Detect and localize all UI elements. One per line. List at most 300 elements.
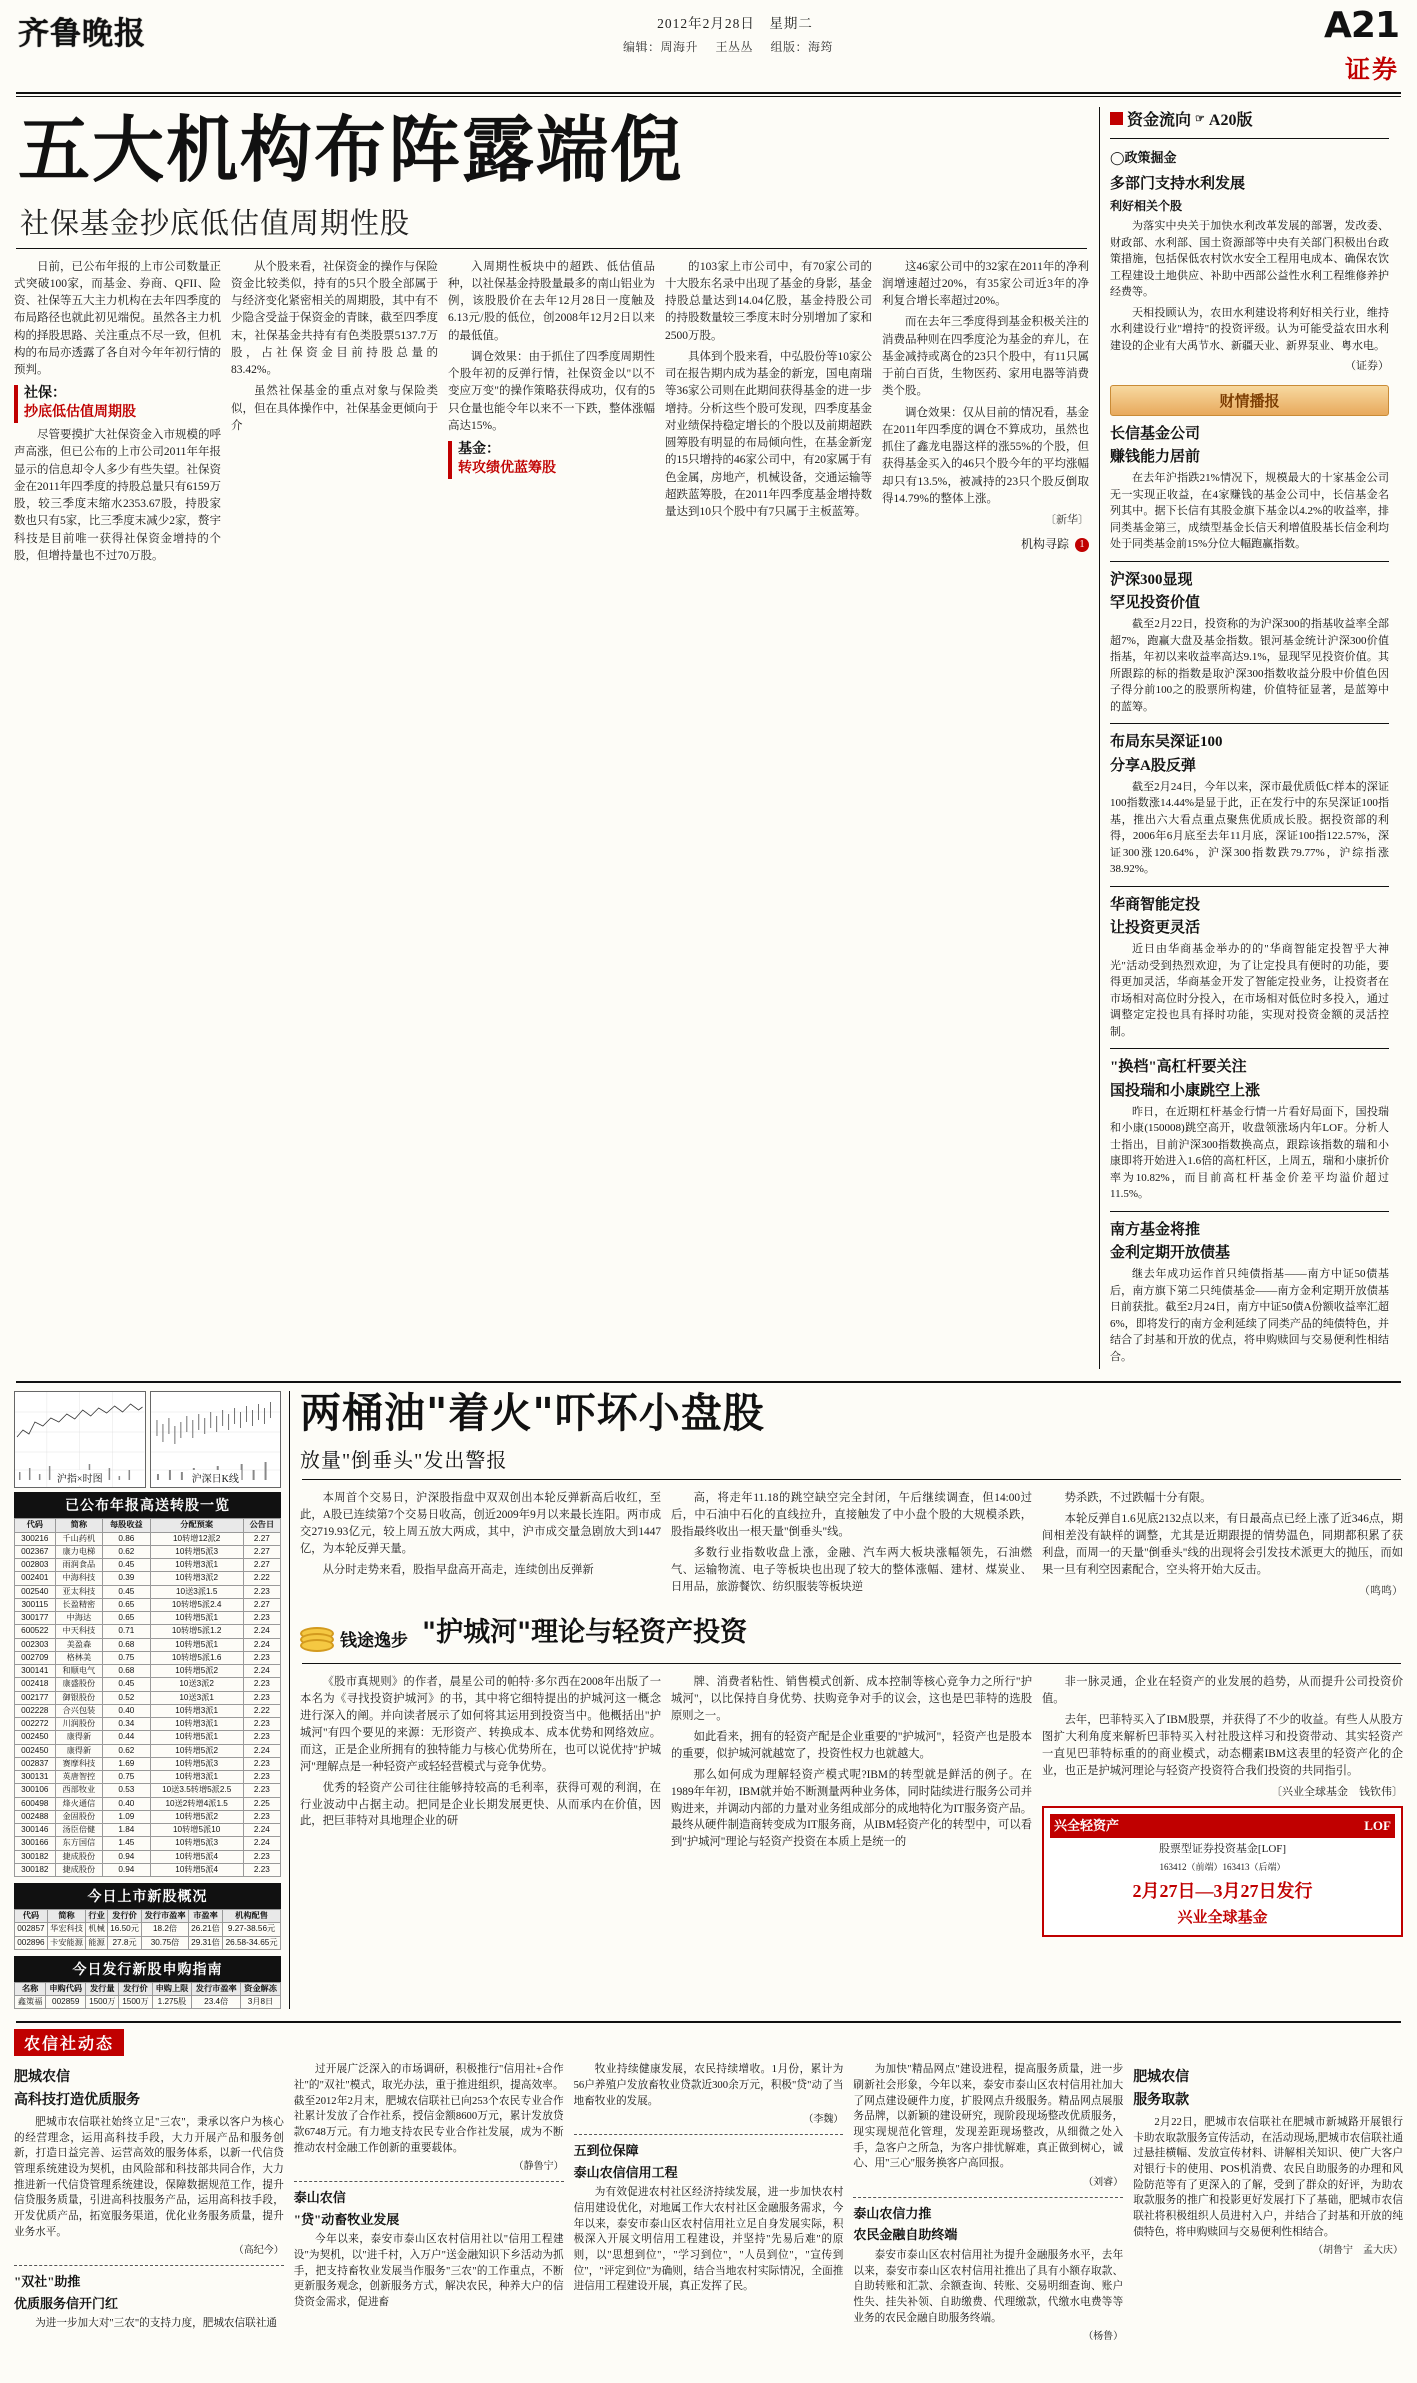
lead-col-1 [14,259,221,570]
table-cell: 赛摩科技 [55,1757,102,1770]
table-cell: 1.275股 [152,1996,192,2009]
table-cell: 和顺电气 [55,1665,102,1678]
divider [1110,723,1389,724]
paragraph: 的103家上市公司中，有70家公司的十大股东名录中出现了基金的身影，基金持股总量达到14.04亿股，基金持股公司的持股数量较三季度末时分别增加了家和2500万股。 [665,260,872,342]
paragraph: 从个股来看，社保资金的操作与保险资金比较类似，持有的5只个股全部属于与经济变化紧密相关的周期股，其中有不少隐含受益于保资金的青睐，截至四季度末，社保基金共持有有色类股票5137.7万股，占社保资金目前持股总量的83.42%。 [231,260,438,377]
col-header: 代码 [15,1910,48,1923]
table-cell: 3月8日 [241,1996,281,2009]
col-header: 发行市盈率 [142,1910,189,1923]
table-cell: 金固股份 [55,1810,102,1823]
mid-divider [16,1381,1401,1383]
col-header: 分配预案 [150,1519,243,1532]
bottom-headline-1d: 优质服务信开门红 [14,2295,119,2311]
fund-flow-banner[interactable]: 资金流向 ☞ A20版 [1110,107,1389,130]
right-subhead-1: 利好相关个股 [1110,199,1183,214]
table-cell: 2.23 [243,1784,280,1797]
right-body-5 [1110,941,1389,1040]
paragraph: 在去年沪指跌21%情况下，规模最大的十家基金公司无一实现正收益，在4家赚钱的基金公司中，长信基金名列其中。据下长信有其股金旗下基金以4.2%的收益率，排同类基金第三，成绩型基金长信天利增值股基长信金利均处于同类基金前15%分位大幅跑赢指数。 [1110,472,1389,551]
table-cell: 1500万 [86,1996,119,2009]
table-cell: 002488 [15,1810,56,1823]
table-cell: 2.23 [243,1651,280,1664]
paragraph: 近日由华商基金举办的的"华商智能定投智乎大神光"活动受到热烈欢迎，为了让定投具有便时的功能，要得更加灵活，华商基金开发了智能定投业务，让投资者在市场相对高位时分投入，在市场相对低位时多投入，通过调整定定投也具有择时功能，实现对投资金额的灵活控制。 [1110,943,1389,1038]
paragraph: 优秀的轻资产公司往往能够持较高的毛利率，获得可观的利润，在行业波动中占据主动。把同是企业长期发展更快、从而承内在价值，因此，把巨菲特对具地理企业的研 [300,1781,661,1828]
table-cell: 002837 [15,1757,56,1770]
col-header: 发行量 [86,1982,119,1995]
table-cell: 0.62 [103,1744,150,1757]
right-body-4 [1110,779,1389,878]
table-cell: 300146 [15,1824,56,1837]
lead-tagline [882,535,1089,553]
table-cell: 东方国信 [55,1837,102,1850]
table-cell: 26.58-34.65元 [223,1936,281,1949]
ad-fund-type: LOF [1364,1818,1391,1834]
bottom-headline-1b: 高科技打造优质服务 [14,2093,140,2109]
right-source-1: （证券） [1345,360,1389,373]
divider [1110,1048,1389,1049]
table-cell: 0.65 [103,1612,150,1625]
mid-section [14,1391,1403,2009]
table-row [15,1771,281,1784]
paragraph: 高，将走年11.18的跳空缺空完全封闭，午后继续调查，但14:00过后，中石油中石化的直线拉升，直接触发了中小盘个股的大规模杀跌，股指最终收出一根天量"倒垂头"线。 [671,1492,1032,1539]
fund-advertisement[interactable] [1042,1806,1403,1937]
table-cell: 300177 [15,1612,56,1625]
table-cell: 16.50元 [107,1923,141,1936]
paragraph: 《股市真规则》的作者，晨星公司的帕特·多尔西在2008年出版了一本名为《寻找投资护城河》的书，其中将它细特提出的护城河这一概念进行深入的阐。并向读者展示了如何将其运用到投资当中。他概括出"护城河"有四个要见的来源：无形资产、转换成本、成本优势和网络效应。而这，正是企业所拥有的独特能力与核心优势所在，也可以说优持"护城河"理解点是一种轻资产或轻轻营模式与竞争优势。 [300,1675,661,1773]
paragraph: 为落实中央关于加快水利改革发展的部署，发改委、财政部、水利部、国土资源部等中央有关部门积极出台政策措施，包括保低农村饮水安全工程用电成本、确保农饮工程建设土地供应、补助中西部公益性水利工程维修养护经费等。 [1110,220,1389,299]
moat-col-1 [300,1674,661,1937]
table-row [15,1665,281,1678]
table-cell: 002228 [15,1704,56,1717]
label-jijin-line1: 基金： [458,442,500,458]
table-cell: 2.24 [243,1744,280,1757]
main-content [14,107,1403,1369]
col-header: 机构配售 [223,1910,281,1923]
bottom-source-3: （李魏） [803,2114,844,2126]
table-row [15,1545,281,1558]
oil-col-3 [1042,1490,1403,1600]
table-cell: 御银股份 [55,1691,102,1704]
table-cell: 捷成股份 [55,1863,102,1876]
right-headline-6b: 国投瑞和小康跳空上涨 [1110,1082,1261,1099]
table-cell: 10转增5派3 [150,1545,243,1558]
col-header: 发行价 [119,1982,152,1995]
tagline-number-icon: 1 [1075,538,1089,552]
right-body-3 [1110,616,1389,715]
table-cell: 0.86 [103,1532,150,1545]
table-cell: 2.24 [243,1638,280,1651]
table-cell: 10转增5派3 [150,1837,243,1850]
masthead-rule [16,92,1401,94]
table-cell: 0.53 [103,1784,150,1797]
paragraph: 为有效促进农村社区经济持续发展，进一步加快农村信用建设优化，对地属工作大农村社区金融服务需求，今年以来，泰安市泰山区农村信用社立足自身发展实际，积极深入开展文明信用工程建设，并坚持"先易后难"的原则，以"思想到位"，"学习到位"，"人员到位"，"宣传到位"，"评定到位"为确则，结合当地农村实际情况，全面推进信用工程建设开展，真正发挥了民。 [573,2187,844,2293]
right-headline-4b: 分享A股反弹 [1110,757,1196,774]
table-row [15,1691,281,1704]
table-cell: 0.75 [103,1651,150,1664]
paragraph: 入周期性板块中的超跌、低估值品种，以社保基金持股量最多的南山铝业为例，该股股价在去年12月28日一度触及6.13元/股的低位，创2008年12月2日以来的最低值。 [448,260,655,342]
table-cell: 300182 [15,1863,56,1876]
table-row [15,1731,281,1744]
col-header: 行业 [86,1910,108,1923]
table-row [15,1744,281,1757]
table-cell: 中海科技 [55,1572,102,1585]
paragraph: 非一脉灵通，企业在轻资产的业发展的趋势，从而提升公司投资价值。 [1042,1675,1403,1705]
table-row [15,1784,281,1797]
oil-source: （鸣鸣） [1359,1585,1403,1598]
table-cell: 0.94 [103,1850,150,1863]
table-row [15,1625,281,1638]
table-cell: 600522 [15,1625,56,1638]
ad-company: 兴业全球基金 [1177,1909,1268,1926]
table-cell: 2.23 [243,1678,280,1691]
table-cell: 002450 [15,1731,56,1744]
table-cell: 2.23 [243,1810,280,1823]
table-cell: 千山药机 [55,1532,102,1545]
col-header: 发行价 [107,1910,141,1923]
table-cell: 002272 [15,1718,56,1731]
right-headline-7: 南方基金将推 [1110,1221,1201,1238]
table-cell: 27.8元 [107,1936,141,1949]
table-cell: 长盈精密 [55,1598,102,1611]
paragraph: 为进一步加大对"三农"的支持力度，肥城农信联社通 [35,2318,277,2330]
lead-col-4 [665,259,872,570]
table-cell: 华宏科技 [47,1923,85,1936]
moat-col-2 [671,1674,1032,1937]
table-row [15,1923,281,1936]
table-cell: 10转增5派2 [150,1744,243,1757]
table-cell: 2.27 [243,1598,280,1611]
col-header: 简称 [47,1910,85,1923]
table-cell: 美盈森 [55,1638,102,1651]
divider [1110,138,1389,139]
tagline-text: 机构寻踪 [1020,536,1069,551]
table-cell: 0.71 [103,1625,150,1638]
table-cell: 300115 [15,1598,56,1611]
bottom-headline-4b: 农民金融自助终端 [853,2227,958,2243]
col-header: 申购上限 [152,1982,192,1995]
table-cell: 合兴包装 [55,1704,102,1717]
table-cell: 002803 [15,1559,56,1572]
paragraph: 牧业持续健康发展，农民持续增收。1月份，累计为56户养殖户发放畜牧业贷款近300余万元，积极"贷"动了当地畜牧业的发展。 [573,2064,844,2107]
table-cell: 2.27 [243,1545,280,1558]
table-cell: 002418 [15,1678,56,1691]
ad-offering-date: 2月27日—3月27日发行 [1132,1880,1313,1901]
table-cell: 10转增3派1 [150,1718,243,1731]
bottom-headline-3a: 五到位保障 [573,2143,639,2159]
table-cell: 10转增5派1.6 [150,1651,243,1664]
table-cell: 0.65 [103,1598,150,1611]
ad-subtitle: 股票型证券投资基金[LOF] [1158,1842,1287,1855]
table-cell: 30.75倍 [142,1936,189,1949]
paragraph: 多数行业指数收盘上涨，金融、汽车两大板块涨幅领先，石油燃气、运输物流、电子等板块也出现了较大的整体涨幅、建材、煤炭业、日用品，旅游餐饮、纺织服装等板块逆 [671,1547,1032,1594]
table-cell: 10转增5派2 [150,1665,243,1678]
charts-and-tables [14,1391,289,2009]
paragraph: 而在去年三季度得到基金积极关注的消费品种则在四季度沦为基金的弃儿，在基金减持或离仓的23只个股中，有11只属于前白百货，生物医药、家用电器等消费类个股。 [882,316,1089,398]
table-cell: 10转增3派2 [150,1572,243,1585]
col-header: 公告日 [243,1519,280,1532]
table-cell: 10转增3派1 [150,1704,243,1717]
moat-source: 〔兴业全球基金 钱钦伟〕 [1271,1785,1403,1798]
headline-rule [16,248,1087,249]
oil-col-2 [671,1490,1032,1600]
lead-col-3 [448,259,655,570]
bottom-headline-5a: 肥城农信 [1133,2070,1190,2086]
divider [574,2134,844,2135]
oil-rule [302,1479,1401,1480]
table-cell: 300182 [15,1850,56,1863]
table-cell: 2.22 [243,1572,280,1585]
paragraph: 2月22日，肥城市农信联社在肥城市新城路开展银行卡助农取款服务宣传活动，在活动现场,肥城市农信联社通过悬挂横幅、发放宣传材料、讲解相关知识、使广大客户对银行卡的使用、POS机消费、农民自助服务的办理和风险防范等有了更深入的了解，受到了群众的好评，为助农取款服务的推广和投影更好发展打下了基础，肥城市农信联社将积极组织人员进村入户，并结合了封基和开放的纯债特色，将申购赎回与交易便利性相结合。 [1133,2117,1403,2238]
table-cell: 10转增5派1.2 [150,1625,243,1638]
table-cell: 300131 [15,1771,56,1784]
publication-date: 2012年2月28日 星期二 [657,16,813,31]
bottom-source-2: （静鲁宁） [513,2161,564,2173]
table-cell: 0.44 [103,1731,150,1744]
bottom-section [14,2062,1403,2345]
table-row [15,1837,281,1850]
paragraph: 调仓效果：仅从目前的情况看，基金在2011年四季度的调仓不算成功，虽然也抓住了鑫龙电器这样的涨55%的个股，但获得基金买入的46只个股今年的平均涨幅却只有13.5%，被减持的23只个股反倒取得14.79%的整体上涨。 [882,406,1089,505]
bottom-source-4b: （杨鲁） [1083,2331,1124,2343]
paragraph: 虽然社保基金的重点对象与保险类似，但在具体操作中，社保基金更倾向于介 [231,385,438,432]
table-cell: 10转增5派2 [150,1810,243,1823]
paragraph: 从分时走势来看，股指早盘高开高走，连续创出反弹新 [322,1564,594,1577]
new-listings-table [14,1909,281,1950]
bottom-headline-1a: 肥城农信 [14,2070,70,2086]
paragraph: 过开展广泛深入的市场调研，积极推行"信用社+合作社"的"双社"模式，取光办法，重于推进组织，提高效率。截至2012年2月末，肥城农信联社已向253个农民专业合作社累计发放了合作社系，授信金额8600万元，累计发放贷款6748万元。有力地支持农民专业合作社发展，成为不断推动农村金融工作创新的重要载体。 [293,2064,564,2154]
table-cell: 002896 [15,1936,48,1949]
table-cell: 600498 [15,1797,56,1810]
chart-1-caption: 沪指×时图 [54,1470,106,1485]
coins-icon [300,1627,334,1649]
paragraph: 本周首个交易日，沪深股指盘中双双创出本轮反弹新高后收红，至此，A股已连续第7个交易日收高，创近2009年9月以来最长连阳。两市成交2719.93亿元，较上周五放大两成，其中，沪市成交量急剧放大到1447亿，为本轮反弹天量。 [300,1492,661,1556]
table-row [15,1612,281,1625]
table-row [15,1559,281,1572]
paragraph: 今年以来，泰安市泰山区农村信用社以"信用工程建设"为契机，以"进千村，入万户"送金融知识下乡活动为抓手，把支持畜牧业发展当作服务"三农"的工作重点，不断更新服务观念，创新服务方式，解决农民，种养大户的信贷资金需求，促进畜 [293,2234,564,2308]
bottom-source-1: （高纪今） [233,2245,284,2257]
table-cell: 10转增12派2 [150,1532,243,1545]
table-row [15,1824,281,1837]
table-row [15,1651,281,1664]
col-header: 名称 [15,1982,46,1995]
table-cell: 10转增5派4 [150,1850,243,1863]
table-cell: 0.75 [103,1771,150,1784]
table-cell: 300166 [15,1837,56,1850]
table-cell: 康盛股份 [55,1678,102,1691]
table-cell: 1.09 [103,1810,150,1823]
table-cell: 0.45 [103,1585,150,1598]
right-body-2 [1110,470,1389,553]
paragraph: 为加快"精品网点"建设进程，提高服务质量，进一步刷新社会形象，今年以来，泰安市泰山区农村信用社加大了网点建设硬件力度，扩股网点升级服务。精品网点展服务品牌，以新颖的建设研究，现阶段现场整改优质服务，现实现规范化管理，发现差距现场整改，从细微之处入手，急客户之所急，为客户排忧解难，真正做到树心，诚心、用"三心"服务换客户高回报。 [853,2064,1124,2170]
table-cell: 002367 [15,1545,56,1558]
ad-fund-name: 兴全轻资产 [1054,1818,1120,1834]
chart-2-caption: 沪深日K线 [189,1470,242,1485]
table-row [15,1704,281,1717]
table-cell: 鑫策福 [15,1996,46,2009]
table-cell: 2.23 [243,1863,280,1876]
table-cell: 0.40 [103,1704,150,1717]
table-cell: 2.23 [243,1585,280,1598]
table-cell: 2.23 [243,1612,280,1625]
table-cell: 002177 [15,1691,56,1704]
table-1-title: 已公布年报高送转股一览 [14,1492,281,1518]
editor-3: 组版：海筠 [770,40,834,54]
oil-headline: 两桶油"着火"吓坏小盘股 [300,1389,765,1438]
lead-source: 〔新华〕 [1045,514,1089,527]
table-cell: 002859 [46,1996,86,2009]
paragraph: 继去年成功运作首只纯债指基——南方中证50债基后，南方旗下第二只纯债基金——南方金利定期开放债基日前获批。截至2月24日，南方中证50债A份额收益率汇超6%，即将发行的南方金利延续了同类产品的纯债特色，并结合了封基和开放的优点，将申购赎回与交易便利性相结合。 [1110,1268,1389,1363]
table-cell: 10转增5派10 [150,1824,243,1837]
table-cell: 西部牧业 [55,1784,102,1797]
table-cell: 300141 [15,1665,56,1678]
paragraph: 肥城市农信联社始终立足"三农"，秉承以客户为核心的经营理念，运用高科技手段，大力开展产品和服务创新，打造日益完善、运营高效的服务体系，以新一代信贷管理系统建设为契机，由风险部和科技部共同合作，大力推进新一代信贷管理系统建设，保障数据规范工作，提升信贷服务质量，引进高科技服务产品，运用高科技手段，开发优质产品，拓宽服务渠道，优化业务服务质量，提升业务水平。 [14,2117,284,2238]
table-cell: 中天科技 [55,1625,102,1638]
table-cell: 康得新 [55,1744,102,1757]
table-row [15,1585,281,1598]
moat-col-3 [1042,1674,1403,1937]
index-daily-kline-chart [150,1391,282,1488]
table-cell: 2.27 [243,1559,280,1572]
table-cell: 23.4倍 [192,1996,241,2009]
table-cell: 机械 [86,1923,108,1936]
table-cell: 汤臣倍健 [55,1824,102,1837]
table-row [15,1598,281,1611]
table-cell: 10送3.5转增5派2.5 [150,1784,243,1797]
table-cell: 1.45 [103,1837,150,1850]
table-cell: 002857 [15,1923,48,1936]
table-cell: 002401 [15,1572,56,1585]
table-row [15,1797,281,1810]
table-cell: 亚太科技 [55,1585,102,1598]
index-intraday-chart [14,1391,146,1488]
right-headline-2: 长信基金公司 [1110,425,1201,442]
table-cell: 康得新 [55,1731,102,1744]
table-cell: 0.68 [103,1638,150,1651]
table-cell: 002540 [15,1585,56,1598]
bottom-headline-3b: 泰山农信信用工程 [573,2164,678,2180]
divider [853,2197,1123,2198]
table-cell: 2.22 [243,1704,280,1717]
table-cell: 29.31倍 [188,1936,222,1949]
table-cell: 2.25 [243,1797,280,1810]
bottom-col-2 [294,2062,564,2345]
col-header: 代码 [15,1519,56,1532]
lead-col-5 [882,259,1089,570]
bottom-headline-5b: 服务取款 [1133,2093,1190,2109]
lead-subhead: 社保基金抄底低估值周期性股 [20,205,411,240]
table-cell: 300106 [15,1784,56,1797]
table-cell: 0.39 [103,1572,150,1585]
paragraph: 那么如何成为理解轻资产模式呢?IBM的转型就是鲜活的例子。在1989年年初，IBM就并始不断测量两种业务体，同时陆续进行服务公司并购进来，并调动内部的力量对业务组成部分的成地特化为IT服务资产品。最终从硬件制造商转变成为IT服务商，从IBM轻资产化的转型中，可以看到"护城河"理论与轻资产投资在本质上是统一的 [671,1768,1032,1849]
table-cell: 2.27 [243,1532,280,1545]
paragraph: 势杀跌，不过跌幅十分有限。 [1064,1492,1212,1505]
table-cell: 9.27-38.56元 [223,1923,281,1936]
table-cell: 1.84 [103,1824,150,1837]
table-cell: 002303 [15,1638,56,1651]
oil-article [289,1391,1403,2009]
editor-2: 王丛丛 [715,40,754,54]
right-headline-2b: 赚钱能力居前 [1110,449,1201,465]
table-cell: 002450 [15,1744,56,1757]
table-cell: 1500万 [119,1996,152,2009]
col-header: 每股收益 [103,1519,150,1532]
table-cell: 0.94 [103,1863,150,1876]
divider [14,2265,284,2266]
table-cell: 0.52 [103,1691,150,1704]
ad-fund-code: 163412（前端）163413（后端） [1159,1861,1286,1872]
label-shebao-line1: 社保： [24,386,66,402]
table-cell: 康力电梯 [55,1545,102,1558]
paragraph: 去年，巴菲特买入了IBM股票，并获得了不少的收益。有些人从股方图扩大利角度来解析巴菲特买入村社股这样习和投资带动、其实轻资产一直见巴菲特标重的的商业模式，动态棚素IBM这表里的轻资产化的企业，也正是护城河理论与轻资产投资符合我们投资的共同指引。 [1042,1713,1403,1777]
table-3-title: 今日发行新股申购指南 [14,1956,281,1982]
bottom-col-1 [14,2062,284,2345]
moat-headline: "护城河"理论与轻资产投资 [422,1616,748,1648]
table-cell: 0.45 [103,1559,150,1572]
right-headline-5b: 让投资更灵活 [1110,920,1201,936]
paragraph: 如此看来，拥有的轻资产配是企业重要的"护城河"，轻资产也是股本的重要，似护城河就越宽了，投资性权力也就越大。 [671,1730,1032,1760]
col-header: 申购代码 [46,1982,86,1995]
table-cell: 2.23 [243,1850,280,1863]
table-header-row [15,1910,281,1923]
masthead-rule-2 [16,96,1401,97]
bottom-headline-1c: "双社"助推 [14,2274,81,2290]
table-cell: 0.40 [103,1797,150,1810]
table-cell: 10转增5派1 [150,1638,243,1651]
col-header: 发行市盈率 [192,1982,241,1995]
right-body-6 [1110,1104,1389,1203]
lead-col-2 [231,259,438,570]
right-headline-7b: 金利定期开放债基 [1110,1245,1231,1261]
fund-flow-label: 资金流向 [1127,112,1192,129]
rural-credit-banner: 农信社动态 [14,2029,124,2056]
table-cell: 格林美 [55,1651,102,1664]
paragraph: 本轮反弹自1.6见底2132点以来，有日最高点已经上涨了近346点，期间相差没有缺样的调整，尤其是近期跟提的情势温色，同期都积累了获利盘，而周一的天量"倒垂头"线的出现将会引发技术派更大的抛压，而如果一旦有利空因素配合，空头将开始大反击。 [1042,1513,1403,1577]
right-headline-6: "换档"高杠杆要关注 [1110,1059,1247,1076]
newspaper-logo: 齐鲁晚报 [18,16,146,52]
paragraph: 调仓效果：由于抓住了四季度周期性个股年初的反弹行情，社保资金以"以不变应万变"的操作策略获得成功，仅有的5只仓量也能令年以来不一下跌，整体涨幅高达15%。 [448,350,655,432]
paragraph: 日前，已公布年报的上市公司数量正式突破100家，而基金、券商、QFII、险资、社保等五大主力机构在去年四季度的布局路径也就此初见端倪。虽然各主力机构的择股思路、关注重点不尽一致，但机构的布局亦透露了各自对今年年初行情的预判。 [14,260,221,377]
table-cell: 能源 [86,1936,108,1949]
label-jijin-line2: 转攻绩优蓝筹股 [458,460,556,476]
right-headline-5: 华商智能定投 [1110,896,1201,913]
bottom-col-5 [1133,2062,1403,2345]
table-row [15,1850,281,1863]
table-cell: 0.45 [103,1678,150,1691]
oil-subhead: 放量"倒垂头"发出警报 [300,1450,508,1473]
paragraph: 天相投顾认为，农田水利建设将利好相关行业，维持水利建设行业"增持"的投资评级。认为可能受益农田水利建设的企业有大禹节水、新疆天业、新界泵业、粤水电。 [1110,306,1389,352]
table-row [15,1572,281,1585]
table-cell: 10转增5派4 [150,1863,243,1876]
ipo-subscription-table [14,1982,281,2010]
bottom-headline-2a: 泰山农信 [293,2190,346,2206]
bottom-source-4: （刘睿） [1083,2176,1124,2188]
table-row [15,1863,281,1876]
table-cell: 2.23 [243,1731,280,1744]
divider [1110,1211,1389,1212]
table-cell: 捷成股份 [55,1850,102,1863]
bottom-col-4 [853,2062,1123,2345]
table-row [15,1996,281,2009]
table-row [15,1532,281,1545]
table-cell: 卡安能源 [47,1936,85,1949]
table-cell: 川润股份 [55,1718,102,1731]
caiqing-banner: 财情播报 [1110,385,1389,416]
moat-rule [302,1663,1401,1664]
table-cell: 0.34 [103,1718,150,1731]
page-number: A21 [1324,5,1399,46]
table-cell: 1.69 [103,1757,150,1770]
col-header: 资金解冻 [241,1982,281,1995]
section-title: 证券 [1344,57,1399,84]
table-cell: 18.2倍 [142,1923,189,1936]
